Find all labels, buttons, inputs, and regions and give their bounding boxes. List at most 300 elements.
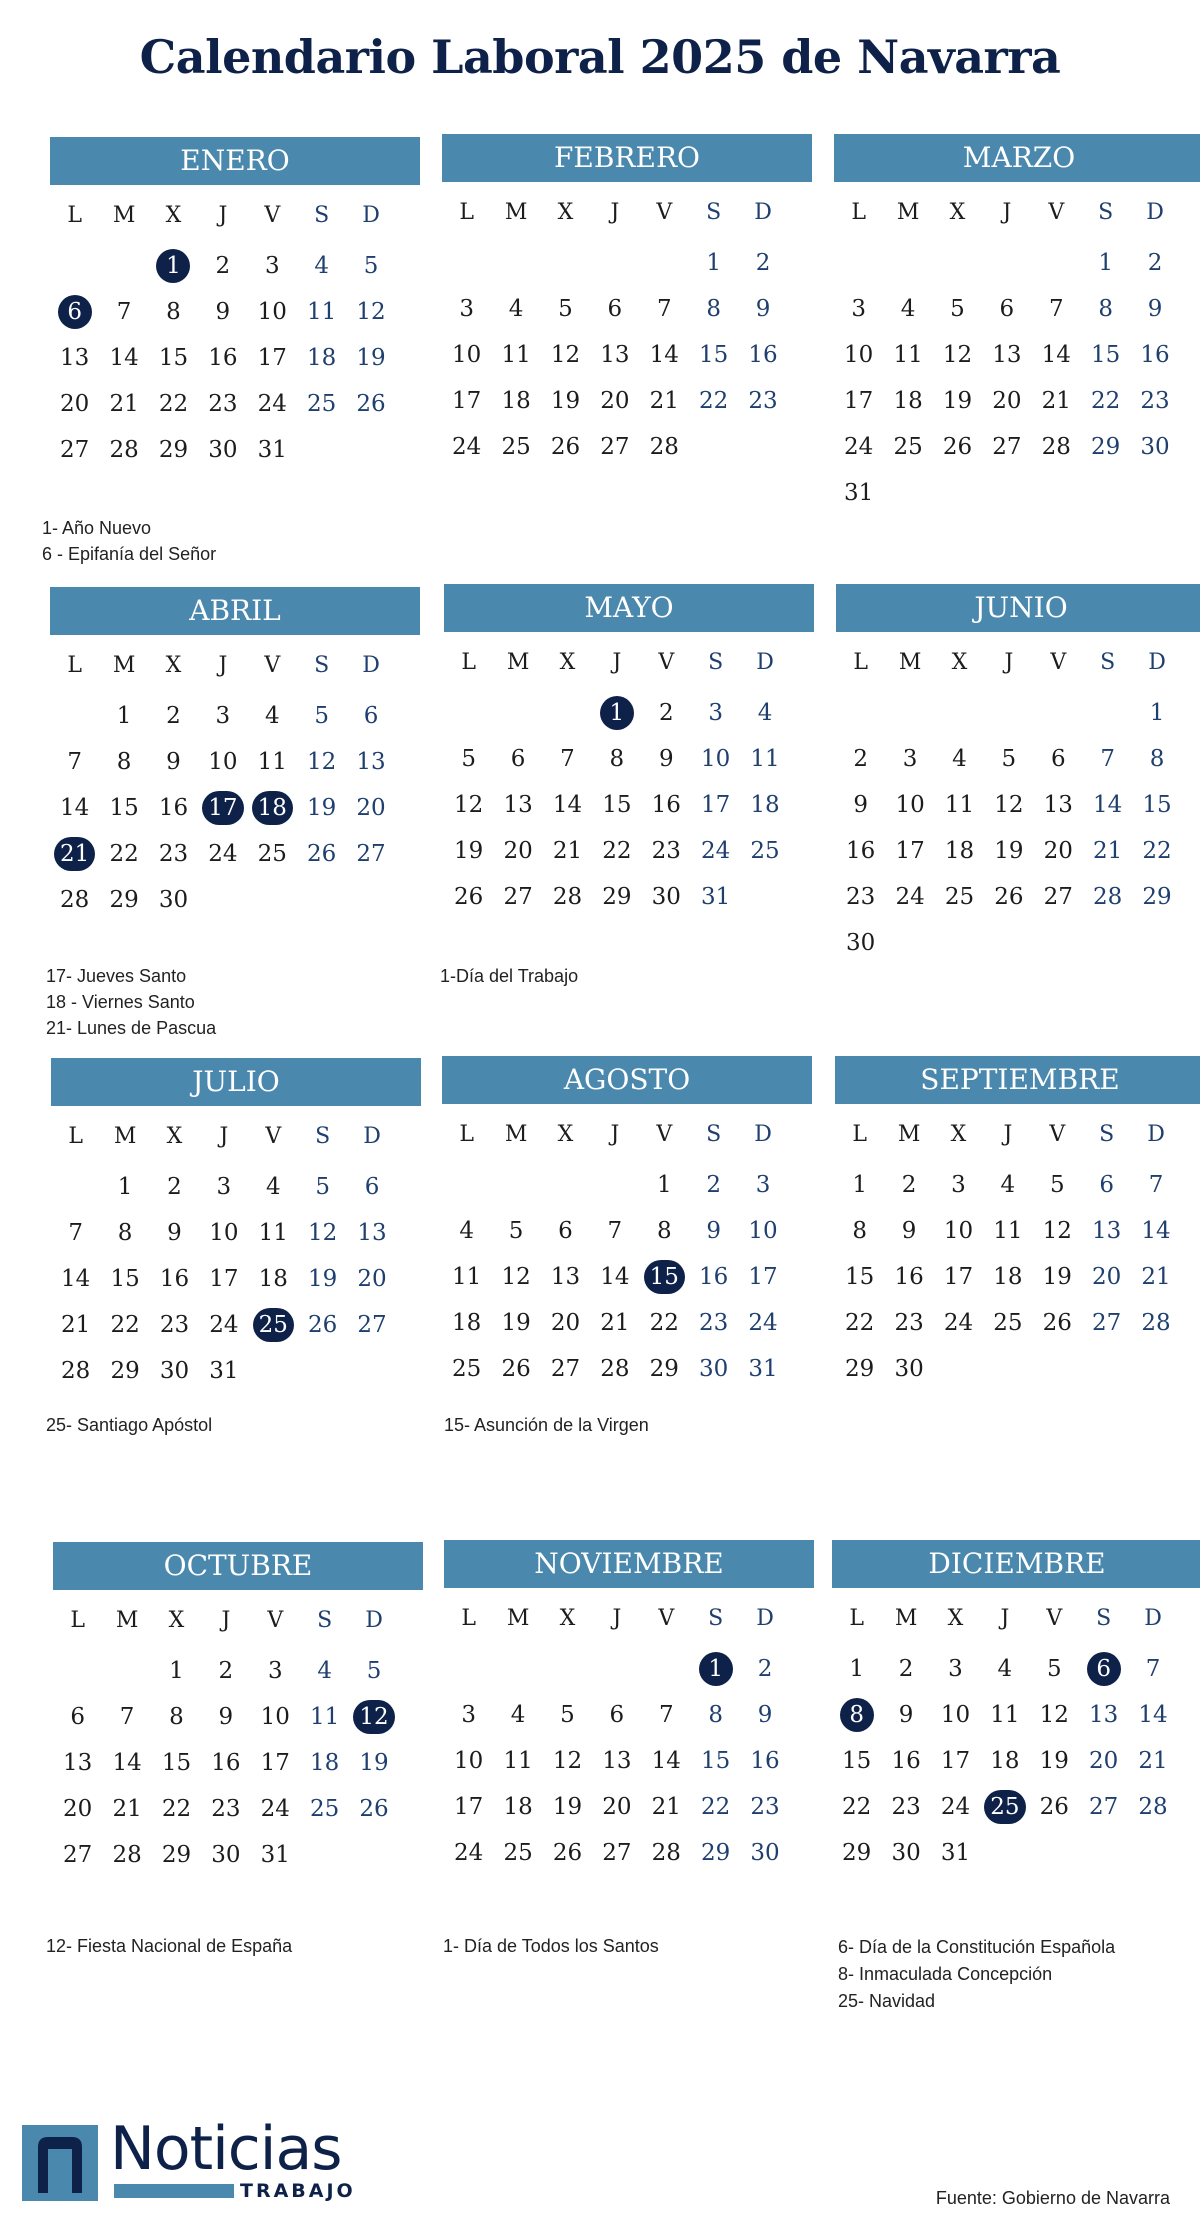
day-cell: 21: [552, 838, 583, 864]
day-cell: 7: [656, 296, 672, 322]
day-cell: 25: [503, 1840, 533, 1866]
day-cell: 19: [307, 795, 337, 821]
weekday-row: [444, 642, 814, 684]
empty-cell: [50, 243, 99, 289]
day-cell: 13: [356, 749, 386, 775]
note-line: 25- Navidad: [838, 1991, 936, 2011]
note-line: 25- Santiago Apóstol: [46, 1415, 213, 1435]
weekday-row: [442, 192, 812, 234]
empty-cell: [834, 240, 883, 286]
day-cell: 14: [552, 792, 583, 818]
day-cell: 28: [651, 1840, 681, 1866]
day-cell: 2: [901, 1172, 917, 1198]
day-cell: 5: [315, 1174, 330, 1200]
day-cell: 4: [459, 1218, 475, 1244]
day-cell: 13: [602, 1748, 632, 1774]
day-cell: 8: [706, 296, 721, 322]
day-cell: 29: [109, 887, 139, 913]
month-agosto: [442, 1056, 812, 1392]
month-abril: [50, 587, 420, 923]
empty-cell: [442, 240, 491, 286]
day-grid: [836, 690, 1200, 966]
day-cell: 28: [600, 1356, 630, 1382]
day-cell: 29: [1091, 434, 1121, 460]
day-grid: [51, 1164, 421, 1394]
day-cell: 4: [757, 700, 773, 726]
day-cell: 7: [67, 749, 83, 775]
day-grid: [50, 693, 420, 923]
weekday-label: D: [754, 1122, 772, 1147]
day-cell: 6: [609, 1702, 625, 1728]
day-grid: [442, 1162, 812, 1392]
day-cell: 2: [1147, 250, 1163, 276]
day-cell: 23: [846, 884, 876, 910]
weekday-label: S: [706, 1122, 722, 1147]
day-cell: 6: [999, 296, 1015, 322]
day-cell: 4: [900, 296, 916, 322]
month-header: AGOSTO: [442, 1056, 812, 1104]
weekday-label: X: [950, 1122, 967, 1147]
weekday-label: D: [1144, 1606, 1162, 1631]
day-cell: 20: [600, 388, 630, 414]
day-cell: 24: [748, 1310, 778, 1336]
day-cell: 15: [1091, 342, 1121, 368]
day-cell: 15: [845, 1264, 875, 1290]
day-cell: 13: [992, 342, 1022, 368]
weekday-label: J: [610, 1122, 620, 1147]
day-cell: 26: [308, 1312, 338, 1338]
month-febrero: [442, 134, 812, 470]
day-cell: 14: [112, 1750, 142, 1776]
weekday-label: M: [506, 1606, 530, 1631]
day-cell: 5: [1049, 1172, 1065, 1198]
day-cell: 26: [1042, 1310, 1072, 1336]
day-cell: 31: [260, 1842, 290, 1868]
day-cell: 7: [560, 746, 575, 772]
day-cell: 21: [1138, 1748, 1168, 1774]
weekday-label: M: [113, 1124, 137, 1149]
day-cell: 24: [208, 841, 238, 867]
empty-cell: [590, 1162, 639, 1208]
day-cell: 10: [257, 299, 287, 325]
day-cell: 27: [1043, 884, 1073, 910]
day-cell: 12: [942, 342, 973, 368]
day-cell: 7: [68, 1220, 84, 1246]
day-cell: 30: [211, 1842, 241, 1868]
day-cell: 27: [63, 1842, 93, 1868]
day-cell: 31: [748, 1356, 778, 1382]
month-marzo: [834, 134, 1200, 516]
day-cell: 20: [60, 391, 90, 417]
day-cell: 1: [117, 1174, 133, 1200]
day-cell: 4: [1000, 1172, 1016, 1198]
note-line: 6- Día de la Constitución Española: [838, 1937, 1116, 1957]
day-cell: 8: [852, 1218, 868, 1244]
day-cell: 10: [844, 342, 874, 368]
brand-logo: [22, 2114, 356, 2204]
day-cell: 26: [994, 884, 1024, 910]
day-cell: 10: [748, 1218, 778, 1244]
day-cell: 25: [307, 391, 337, 417]
day-cell: 26: [942, 434, 973, 460]
day-grid: [444, 1646, 814, 1876]
day-cell: 23: [651, 838, 681, 864]
day-cell: 10: [452, 342, 482, 368]
weekday-row: [835, 1114, 1200, 1156]
day-cell: 30: [208, 437, 238, 463]
day-cell: 29: [649, 1356, 679, 1382]
weekday-label: J: [1004, 650, 1014, 675]
day-cell: 15: [701, 1748, 731, 1774]
day-cell: 2: [755, 250, 771, 276]
weekday-label: M: [896, 200, 920, 225]
weekday-label: S: [314, 203, 330, 228]
day-cell: 4: [952, 746, 967, 772]
weekday-row: [832, 1598, 1200, 1640]
day-cell: 27: [992, 434, 1022, 460]
day-cell: 19: [1042, 1264, 1072, 1290]
day-cell: 29: [1142, 884, 1172, 910]
weekday-label: D: [756, 650, 774, 675]
day-cell: 13: [357, 1220, 387, 1246]
day-cell: 9: [706, 1218, 721, 1244]
day-cell: 25: [944, 884, 975, 910]
day-cell: 30: [750, 1840, 780, 1866]
weekday-label: S: [1100, 650, 1116, 675]
empty-cell: [493, 1646, 542, 1692]
day-cell: 16: [891, 1748, 921, 1774]
day-cell: 19: [942, 388, 973, 414]
day-cell: 14: [61, 1266, 91, 1292]
day-cell: 23: [158, 841, 189, 867]
weekday-label: J: [218, 653, 228, 678]
day-cell: 17: [748, 1264, 778, 1290]
day-cell: 27: [550, 1356, 581, 1382]
day-cell: 15: [110, 1266, 140, 1292]
day-cell: 3: [851, 296, 867, 322]
day-cell: 26: [1039, 1794, 1069, 1820]
day-cell: 23: [894, 1310, 924, 1336]
day-cell: 24: [701, 838, 731, 864]
day-cell: 28: [112, 1842, 142, 1868]
day-cell: 12: [550, 342, 581, 368]
day-cell: 3: [461, 1702, 477, 1728]
holiday-day: 1: [149, 243, 198, 289]
weekday-label: L: [849, 1606, 864, 1631]
weekday-label: L: [459, 1122, 474, 1147]
day-grid: [442, 240, 812, 470]
day-cell: 3: [459, 296, 475, 322]
day-cell: 27: [602, 1840, 632, 1866]
day-cell: 5: [560, 1702, 575, 1728]
day-cell: 25: [257, 841, 287, 867]
weekday-label: M: [112, 653, 136, 678]
month-septiembre: [835, 1056, 1200, 1392]
day-cell: 18: [503, 1794, 533, 1820]
notes-agosto: [444, 1412, 824, 1438]
empty-cell: [99, 243, 148, 289]
empty-cell: [491, 240, 540, 286]
empty-cell: [1032, 240, 1081, 286]
note-line: 21- Lunes de Pascua: [46, 1018, 217, 1038]
day-cell: 21: [112, 1796, 142, 1822]
day-cell: 29: [701, 1840, 731, 1866]
day-cell: 7: [1100, 746, 1115, 772]
day-cell: 17: [257, 345, 287, 371]
day-cell: 18: [452, 1310, 482, 1336]
day-cell: 8: [169, 1704, 184, 1730]
holiday-day: 25: [249, 1302, 298, 1348]
day-cell: 14: [109, 345, 139, 371]
weekday-label: D: [754, 200, 772, 225]
day-cell: 23: [208, 391, 238, 417]
weekday-label: V: [265, 1124, 282, 1149]
day-cell: 25: [893, 434, 923, 460]
day-cell: 16: [748, 342, 778, 368]
day-cell: 23: [699, 1310, 729, 1336]
day-cell: 26: [454, 884, 484, 910]
day-cell: 9: [755, 296, 771, 322]
day-cell: 5: [366, 1658, 382, 1684]
weekday-label: M: [897, 1122, 921, 1147]
day-cell: 10: [940, 1702, 971, 1728]
weekday-label: X: [559, 650, 576, 675]
month-header: OCTUBRE: [53, 1542, 423, 1590]
day-cell: 6: [1050, 746, 1066, 772]
day-cell: 26: [552, 1840, 583, 1866]
weekday-label: D: [1148, 650, 1166, 675]
day-cell: 19: [356, 345, 386, 371]
day-grid: [50, 243, 420, 473]
day-cell: 23: [891, 1794, 921, 1820]
month-mayo: [444, 584, 814, 920]
day-cell: 24: [844, 434, 874, 460]
weekday-row: [50, 645, 420, 687]
day-cell: 21: [600, 1310, 630, 1336]
notes-octubre: [46, 1933, 426, 1959]
day-cell: 7: [1148, 1172, 1164, 1198]
holiday-day: 21: [50, 831, 99, 877]
day-cell: 17: [260, 1750, 290, 1776]
weekday-label: L: [70, 1608, 85, 1633]
empty-cell: [444, 690, 493, 736]
weekday-row: [51, 1116, 421, 1158]
day-cell: 5: [314, 703, 329, 729]
day-cell: 19: [501, 1310, 531, 1336]
day-cell: 30: [158, 887, 189, 913]
day-cell: 10: [895, 792, 925, 818]
day-cell: 1: [706, 250, 721, 276]
weekday-label: D: [1146, 200, 1164, 225]
weekday-label: J: [1003, 1122, 1013, 1147]
weekday-label: X: [949, 200, 966, 225]
weekday-label: M: [112, 203, 136, 228]
day-cell: 18: [501, 388, 531, 414]
weekday-label: V: [656, 200, 673, 225]
day-cell: 1: [169, 1658, 184, 1684]
day-cell: 22: [158, 391, 189, 417]
day-cell: 1: [852, 1172, 868, 1198]
day-cell: 4: [265, 1174, 281, 1200]
day-cell: 26: [550, 434, 581, 460]
day-cell: 10: [943, 1218, 974, 1244]
day-cell: 18: [893, 388, 923, 414]
day-cell: 1: [1098, 250, 1113, 276]
day-cell: 29: [158, 437, 189, 463]
day-cell: 20: [503, 838, 533, 864]
weekday-label: M: [506, 650, 530, 675]
weekday-row: [442, 1114, 812, 1156]
holiday-day: 17: [198, 785, 247, 831]
day-cell: 2: [853, 746, 869, 772]
empty-cell: [543, 690, 592, 736]
month-header: ENERO: [50, 137, 420, 185]
day-cell: 9: [901, 1218, 917, 1244]
day-cell: 5: [1001, 746, 1017, 772]
day-cell: 18: [993, 1264, 1023, 1290]
day-cell: 2: [658, 700, 674, 726]
empty-cell: [836, 690, 885, 736]
day-cell: 20: [356, 795, 386, 821]
day-cell: 15: [158, 345, 189, 371]
day-cell: 11: [893, 342, 923, 368]
month-header: ABRIL: [50, 587, 420, 635]
weekday-label: D: [362, 653, 380, 678]
day-cell: 22: [602, 838, 632, 864]
day-cell: 15: [602, 792, 632, 818]
day-cell: 27: [60, 437, 90, 463]
day-cell: 30: [651, 884, 681, 910]
weekday-label: D: [362, 203, 380, 228]
weekday-row: [836, 642, 1200, 684]
day-cell: 9: [757, 1702, 773, 1728]
day-cell: 1: [656, 1172, 672, 1198]
month-header: MAYO: [444, 584, 814, 632]
weekday-label: L: [852, 1122, 867, 1147]
empty-cell: [984, 690, 1033, 736]
day-cell: 22: [842, 1794, 872, 1820]
weekday-label: M: [504, 1122, 528, 1147]
month-noviembre: [444, 1540, 814, 1876]
weekday-label: X: [165, 203, 182, 228]
day-grid: [834, 240, 1200, 516]
day-cell: 7: [658, 1702, 674, 1728]
day-cell: 27: [1092, 1310, 1122, 1336]
day-cell: 4: [997, 1656, 1013, 1682]
day-cell: 3: [264, 253, 280, 279]
day-cell: 25: [452, 1356, 482, 1382]
day-cell: 22: [845, 1310, 875, 1336]
day-cell: 11: [258, 1220, 288, 1246]
month-header: JULIO: [51, 1058, 421, 1106]
day-cell: 16: [651, 792, 681, 818]
day-cell: 3: [951, 1172, 966, 1198]
day-cell: 8: [166, 299, 181, 325]
day-cell: 16: [1140, 342, 1170, 368]
note-line: 1- Año Nuevo: [42, 518, 152, 538]
empty-cell: [543, 1646, 592, 1692]
weekday-label: J: [612, 1606, 622, 1631]
day-cell: 18: [310, 1750, 340, 1776]
month-octubre: [53, 1542, 423, 1878]
day-cell: 10: [260, 1704, 290, 1730]
day-cell: 11: [307, 299, 337, 325]
empty-cell: [102, 1648, 151, 1694]
note-line: 12- Fiesta Nacional de España: [46, 1936, 293, 1956]
day-cell: 19: [454, 838, 484, 864]
month-julio: [51, 1058, 421, 1394]
day-cell: 4: [508, 296, 524, 322]
day-cell: 14: [1138, 1702, 1168, 1728]
day-cell: 3: [902, 746, 918, 772]
day-cell: 19: [550, 388, 581, 414]
weekday-label: D: [756, 1606, 774, 1631]
day-cell: 14: [1041, 342, 1071, 368]
day-cell: 20: [357, 1266, 387, 1292]
day-cell: 14: [651, 1748, 681, 1774]
day-cell: 23: [750, 1794, 780, 1820]
day-cell: 9: [167, 1220, 182, 1246]
day-cell: 15: [161, 1750, 192, 1776]
day-cell: 26: [359, 1796, 389, 1822]
day-cell: 2: [218, 1658, 234, 1684]
day-cell: 12: [356, 299, 386, 325]
day-cell: 4: [510, 1702, 526, 1728]
weekday-label: V: [1049, 1122, 1066, 1147]
day-cell: 6: [558, 1218, 573, 1244]
holiday-day: 6: [50, 289, 99, 335]
day-cell: 7: [607, 1218, 623, 1244]
day-cell: 30: [1140, 434, 1170, 460]
weekday-row: [444, 1598, 814, 1640]
logo-n-glyph: [34, 2135, 86, 2193]
weekday-label: S: [1096, 1606, 1112, 1631]
day-cell: 28: [649, 434, 679, 460]
month-header: SEPTIEMBRE: [835, 1056, 1200, 1104]
weekday-label: S: [1098, 200, 1114, 225]
day-cell: 21: [109, 391, 139, 417]
day-cell: 17: [209, 1266, 239, 1292]
day-cell: 13: [503, 792, 533, 818]
logo-n-icon: [22, 2125, 98, 2201]
day-cell: 8: [1149, 746, 1165, 772]
weekday-label: S: [317, 1608, 333, 1633]
day-cell: 20: [63, 1796, 93, 1822]
day-cell: 18: [990, 1748, 1020, 1774]
empty-cell: [53, 1648, 102, 1694]
day-cell: 20: [1089, 1748, 1119, 1774]
day-cell: 9: [853, 792, 869, 818]
day-cell: 29: [110, 1358, 140, 1384]
weekday-row: [50, 195, 420, 237]
weekday-label: X: [557, 200, 574, 225]
weekday-label: J: [610, 200, 620, 225]
note-line: 8- Inmaculada Concepción: [838, 1964, 1053, 1984]
empty-cell: [442, 1162, 491, 1208]
day-cell: 17: [943, 1264, 974, 1290]
holiday-day: 8: [832, 1692, 881, 1738]
note-line: 1-Día del Trabajo: [440, 966, 579, 986]
day-cell: 4: [317, 1658, 332, 1684]
note-line: 18 - Viernes Santo: [46, 992, 195, 1012]
day-cell: 10: [208, 749, 238, 775]
day-cell: 13: [1089, 1702, 1119, 1728]
day-cell: 31: [940, 1840, 971, 1866]
day-cell: 22: [161, 1796, 192, 1822]
day-cell: 16: [894, 1264, 924, 1290]
day-cell: 31: [209, 1358, 239, 1384]
empty-cell: [642, 1646, 691, 1692]
